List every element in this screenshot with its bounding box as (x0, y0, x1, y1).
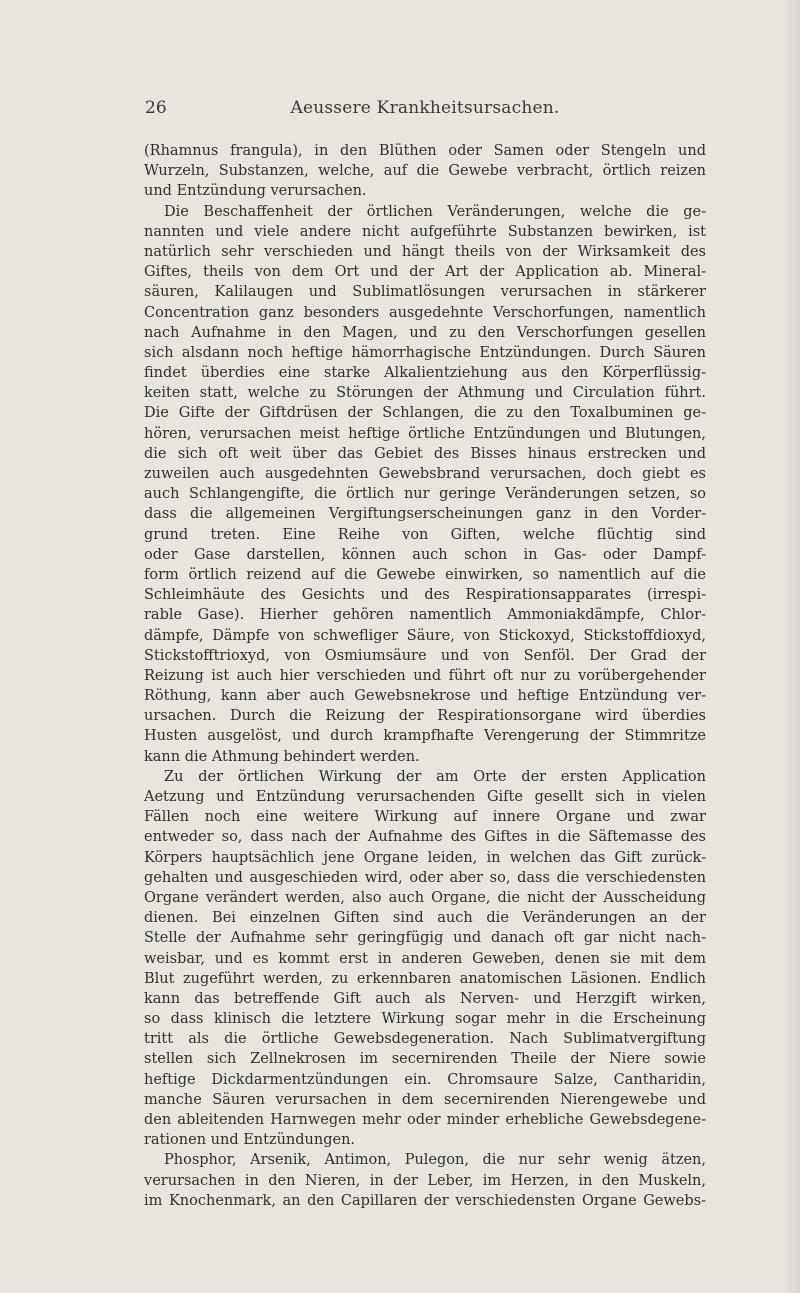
text-line: ursachen. Durch die Reizung der Respirationsorgane wird überdies (144, 708, 706, 725)
text-line: entweder so, dass nach der Aufnahme des Giftes in die Säftemasse des (144, 829, 706, 846)
text-line: Organe verändert werden, also auch Organe, die nicht der Ausscheidung (144, 889, 706, 906)
text-line: Husten ausgelöst, und durch krampfhafte Verengerung der Stimmritze (144, 728, 706, 745)
text-line: sich alsdann noch heftige hämorrhagische Entzündungen. Durch Säuren (144, 344, 706, 361)
text-line: oder Gase darstellen, können auch schon in Gas- oder Dampf- (144, 546, 706, 563)
page-edge-shadow (782, 0, 800, 1293)
text-line: Reizung ist auch hier verschieden und führt oft nur zu vorübergehender (144, 667, 706, 684)
text-line: natürlich sehr verschieden und hängt theils von der Wirksamkeit des (144, 243, 706, 260)
text-line: den ableitenden Harnwegen mehr oder minder erhebliche Gewebsdegene- (144, 1112, 706, 1128)
text-line: Aetzung und Entzündung verursachenden Gifte gesellt sich in vielen (144, 789, 706, 805)
text-line: hören, verursachen meist heftige örtliche Entzündungen und Blutungen, (144, 425, 706, 442)
text-line: Concentration ganz besonders ausgedehnte Verschorfungen, namentlich (144, 304, 706, 321)
text-line: heftige Dickdarmentzündungen ein. Chromsaure Salze, Cantharidin, (144, 1071, 706, 1088)
text-line: nannten und viele andere nicht aufgeführte Substanzen bewirken, ist (144, 223, 706, 240)
text-line: grund treten. Eine Reihe von Giften, welche flüchtig sind (144, 526, 706, 543)
running-title: Aeussere Krankheitsursachen. (290, 98, 560, 118)
text-line: Die Gifte der Giftdrüsen der Schlangen, die zu den Toxalbuminen ge- (144, 405, 706, 422)
text-line: Wurzeln, Substanzen, welche, auf die Gewebe verbracht, örtlich reizen (144, 163, 706, 180)
text-line: im Knochenmark, an den Capillaren der verschiedensten Organe Gewebs- (144, 1192, 706, 1209)
text-line: verursachen in den Nieren, in der Leber, im Herzen, in den Muskeln, (144, 1172, 706, 1189)
text-line: Schleimhäute des Gesichts und des Respirationsapparates (irrespi- (144, 587, 706, 604)
page-number: 26 (145, 98, 167, 118)
text-line: Röthung, kann aber auch Gewebsnekrose und heftige Entzündung ver- (144, 688, 706, 705)
text-line: weisbar, und es kommt erst in anderen Geweben, denen sie mit dem (144, 950, 706, 967)
text-line: dass die allgemeinen Vergiftungserscheinungen ganz in den Vorder- (144, 506, 706, 523)
text-line: rable Gase). Hierher gehören namentlich Ammoniakdämpfe, Chlor- (144, 607, 706, 624)
text-line: rationen und Entzündungen. (144, 1132, 356, 1149)
text-line: die sich oft weit über das Gebiet des Bisses hinaus erstrecken und (144, 445, 706, 462)
text-line: form örtlich reizend auf die Gewebe einwirken, so namentlich auf die (144, 566, 706, 583)
text-line: kann das betreffende Gift auch als Nerven- und Herzgift wirken, (144, 990, 706, 1007)
text-line: manche Säuren verursachen in dem secernirenden Nierengewebe und (144, 1091, 706, 1108)
text-line: gehalten und ausgeschieden wird, oder aber so, dass die verschiedensten (144, 869, 706, 886)
text-line: säuren, Kalilaugen und Sublimatlösungen verursachen in stärkerer (144, 284, 706, 301)
text-line: Körpers hauptsächlich jene Organe leiden, in welchen das Gift zurück- (144, 849, 706, 866)
text-line: findet überdies eine starke Alkalientziehung aus den Körperflüssig- (144, 365, 706, 382)
text-line: Blut zugeführt werden, zu erkennbaren anatomischen Läsionen. Endlich (144, 970, 706, 987)
text-line: Stickstofftrioxyd, von Osmiumsäure und von Senföl. Der Grad der (144, 647, 706, 664)
page-header (145, 98, 705, 124)
text-line: tritt als die örtliche Gewebsdegeneration. Nach Sublimatvergiftung (144, 1031, 706, 1048)
text-line: Stelle der Aufnahme sehr geringfügig und danach oft gar nicht nach- (144, 930, 706, 947)
text-line: nach Aufnahme in den Magen, und zu den Verschorfungen gesellen (144, 324, 706, 341)
text-line: stellen sich Zellnekrosen im secernirenden Theile der Niere sowie (144, 1051, 706, 1068)
text-line: keiten statt, welche zu Störungen der Athmung und Circulation führt. (144, 385, 706, 402)
text-line: Zu der örtlichen Wirkung der am Orte der ersten Application (164, 768, 706, 785)
text-line: Giftes, theils von dem Ort und der Art der Application ab. Mineral- (144, 264, 706, 281)
body-text (144, 141, 706, 1211)
text-line: und Entzündung verursachen. (144, 183, 367, 200)
text-line: auch Schlangengifte, die örtlich nur geringe Veränderungen setzen, so (144, 486, 706, 503)
text-line: dienen. Bei einzelnen Giften sind auch die Veränderungen an der (144, 910, 706, 927)
text-line: so dass klinisch die letztere Wirkung sogar mehr in die Erscheinung (144, 1011, 706, 1028)
text-line: (Rhamnus frangula), in den Blüthen oder Samen oder Stengeln und (144, 143, 706, 159)
text-line: zuweilen auch ausgedehnten Gewebsbrand verursachen, doch giebt es (144, 466, 706, 482)
text-line: Die Beschaffenheit der örtlichen Veränderungen, welche die ge- (164, 203, 706, 220)
text-line: kann die Athmung behindert werden. (144, 748, 420, 765)
text-line: dämpfe, Dämpfe von schwefliger Säure, von Stickoxyd, Stickstoffdioxyd, (144, 627, 706, 644)
text-line: Phosphor, Arsenik, Antimon, Pulegon, die nur sehr wenig ätzen, (164, 1152, 706, 1169)
text-line: Fällen noch eine weitere Wirkung auf innere Organe und zwar (144, 809, 706, 826)
